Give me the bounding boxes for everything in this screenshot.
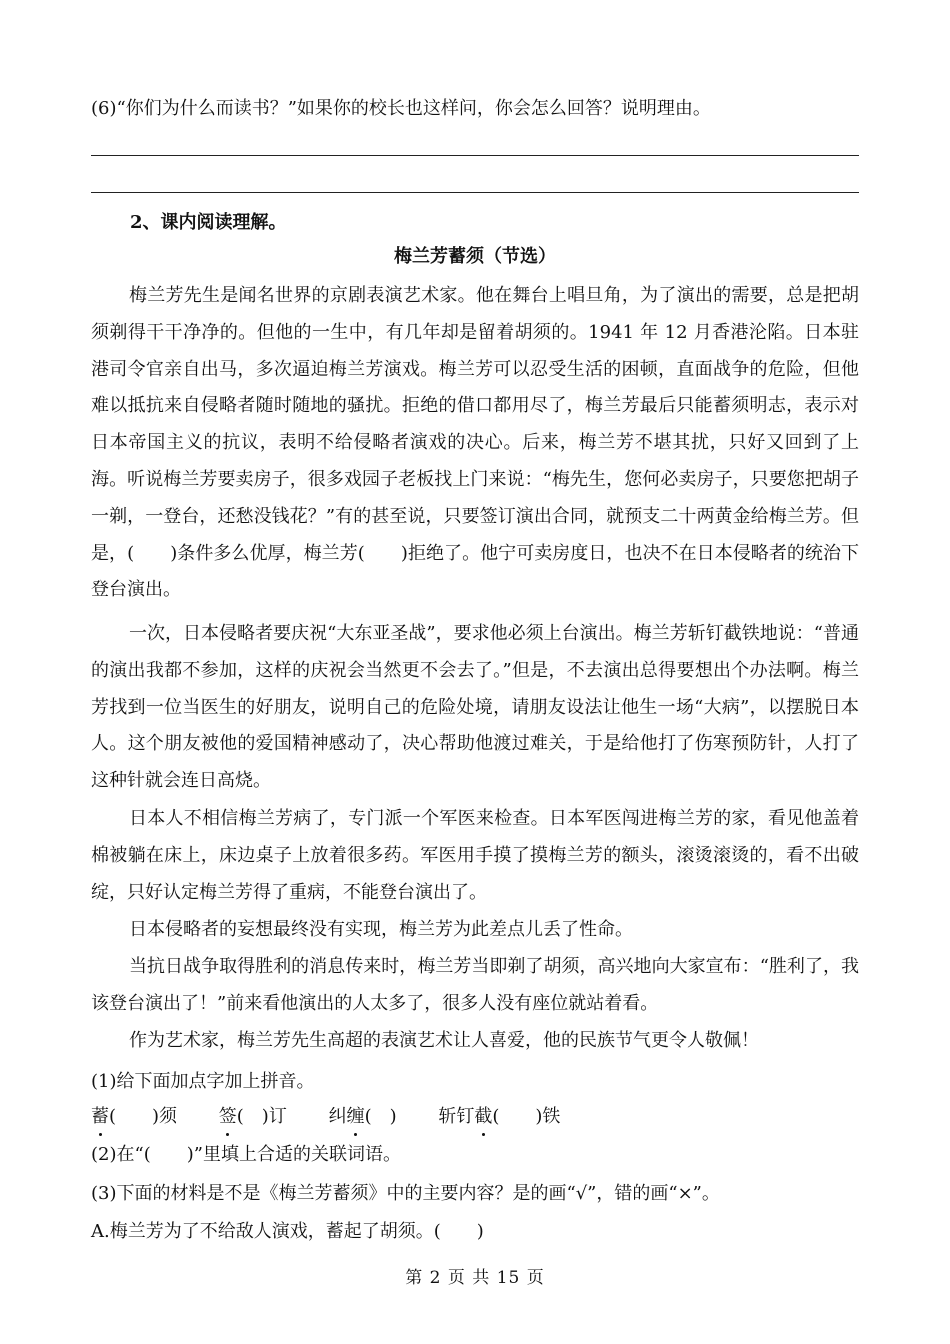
answer-line-1[interactable] xyxy=(91,155,859,156)
paragraph-6: 作为艺术家，梅兰芳先生高超的表演艺术让人喜爱，他的民族节气更令人敬佩！ xyxy=(129,1030,759,1051)
dotted-char: 签 xyxy=(219,1103,237,1131)
question-3-option-a[interactable]: A.梅兰芳为了不给敌人演戏，蓄起了胡须。( ) xyxy=(91,1221,484,1242)
article-title: 梅兰芳蓄须（节选） xyxy=(394,246,556,267)
question-1: (1)给下面加点字加上拼音。 xyxy=(91,1071,315,1092)
paragraph-4: 日本侵略者的妄想最终没有实现，梅兰芳为此差点儿丢了性命。 xyxy=(129,919,633,940)
section-heading: 2、课内阅读理解。 xyxy=(130,212,287,233)
paragraph-5: 当抗日战争取得胜利的消息传来时，梅兰芳当即剃了胡须，高兴地向大家宣布：“胜利了，我该登台演出了！”前来看他演出的人太多了，很多人没有座位就站着看。 xyxy=(91,956,859,1014)
page-footer: 第 2 页 共 15 页 xyxy=(405,1268,545,1288)
dotted-char: 截 xyxy=(474,1103,492,1131)
pinyin-item-3[interactable]: 纠缠( ) xyxy=(329,1103,397,1131)
paragraph-1: 梅兰芳先生是闻名世界的京剧表演艺术家。他在舞台上唱旦角，为了演出的需要，总是把胡须剃得干干净净的。但他的一生中，有几年却是留着胡须的。1941 年 12 月香港沦陷。日本驻港司令官亲自出马，多次逼迫梅兰芳演戏。梅兰芳可以忍受生活的困顿，直面战争的危险，但他难以抵抗来自侵略者随时随地的骚扰。拒绝的借口都用尽了，梅兰芳最后只能蓄须明志，表示对日本帝国主义的抗议，表明不给侵略者演戏的决心。后来，梅兰芳不堪其扰，只好又回到了上海。听说梅兰芳要卖房子，很多戏园子老板找上门来说：“梅先生，您何必卖房子，只要您把胡子一剃，一登台，还愁没钱花？”有的甚至说，只要签订演出合同，就预支二十两黄金给梅兰芳。但是，( )条件多么优厚，梅兰芳( )拒绝了。他宁可卖房度日，也决不在日本侵略者的统治下登台演出。 xyxy=(91,285,859,601)
question-3: (3)下面的材料是不是《梅兰芳蓄须》中的主要内容？是的画“√”，错的画“×”。 xyxy=(91,1183,720,1204)
pinyin-item-1[interactable]: 蓄( )须 xyxy=(91,1103,177,1131)
paragraph-2: 一次，日本侵略者要庆祝“大东亚圣战”，要求他必须上台演出。梅兰芳斩钉截铁地说：“普通的演出我都不参加，这样的庆祝会当然更不会去了。”但是，不去演出总得要想出个办法啊。梅兰芳找到一位当医生的好朋友，说明自己的危险处境，请朋友设法让他生一场“大病”，以摆脱日本人。这个朋友被他的爱国精神感动了，决心帮助他渡过难关，于是给他打了伤寒预防针，人打了这种针就会连日高烧。 xyxy=(91,623,859,792)
question-2: (2)在“( )”里填上合适的关联词语。 xyxy=(91,1144,401,1165)
pinyin-item-4[interactable]: 斩钉截( )铁 xyxy=(438,1103,560,1131)
pinyin-item-2[interactable]: 签( )订 xyxy=(219,1103,287,1131)
pinyin-exercise-row xyxy=(91,1103,596,1131)
question-6: (6)“你们为什么而读书？”如果你的校长也这样问，你会怎么回答？说明理由。 xyxy=(91,98,711,119)
paragraph-3: 日本人不相信梅兰芳病了，专门派一个军医来检查。日本军医闯进梅兰芳的家，看见他盖着棉被躺在床上，床边桌子上放着很多药。军医用手摸了摸梅兰芳的额头，滚烫滚烫的，看不出破绽，只好认定梅兰芳得了重病，不能登台演出了。 xyxy=(91,808,859,903)
dotted-char: 蓄 xyxy=(91,1103,109,1131)
answer-line-2[interactable] xyxy=(91,192,859,193)
dotted-char: 缠 xyxy=(347,1103,365,1131)
